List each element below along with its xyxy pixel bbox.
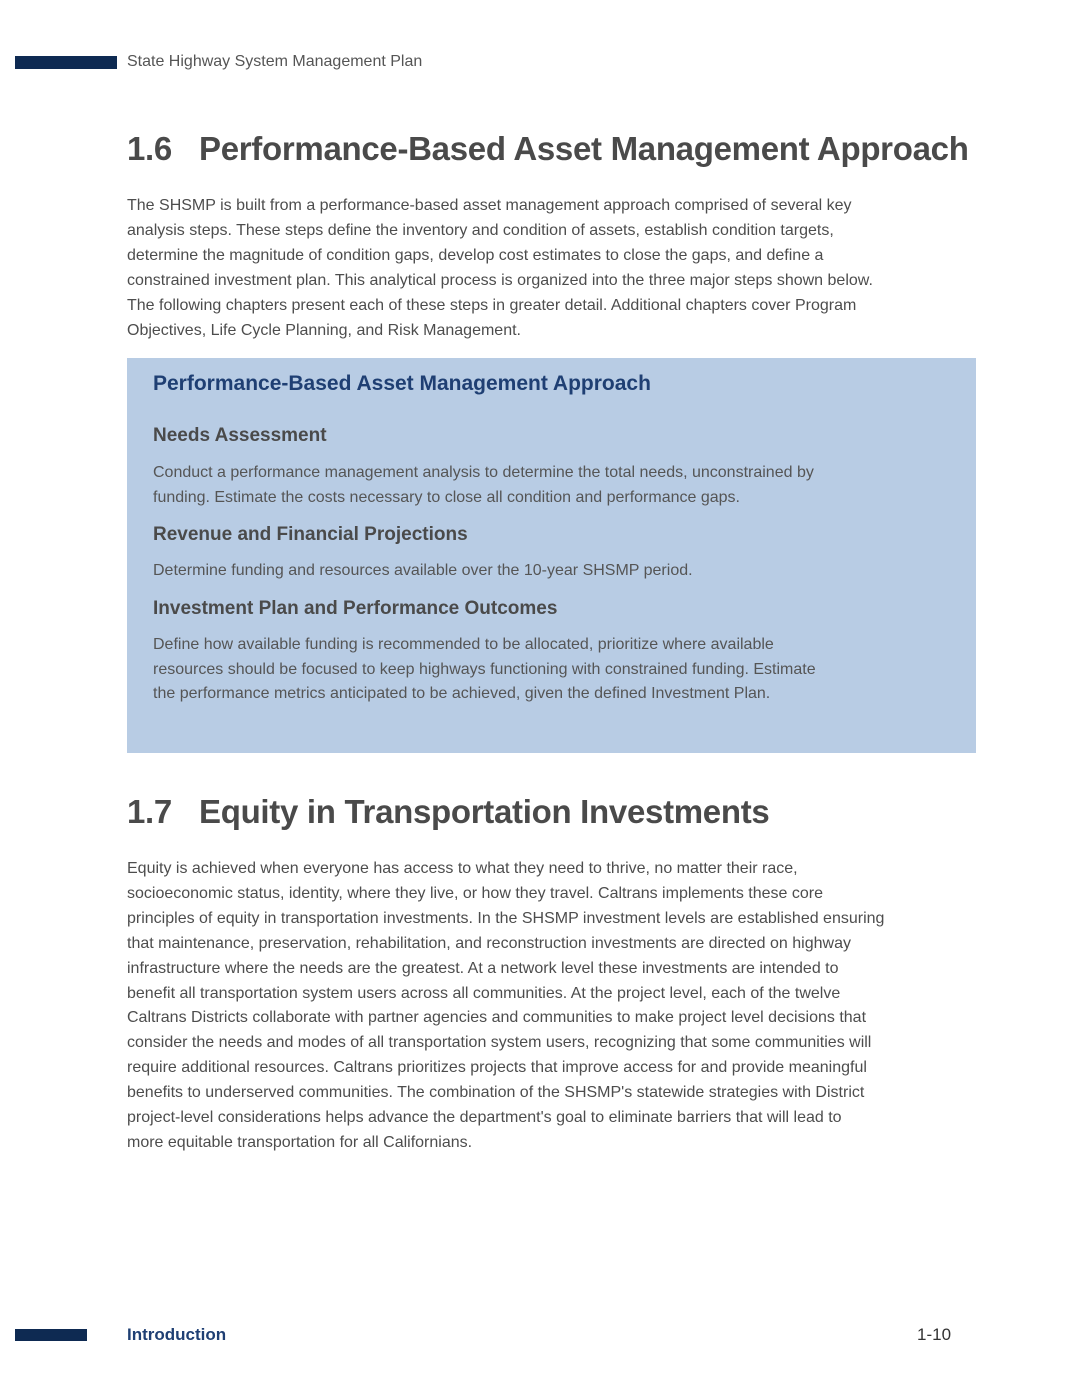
text-line: more equitable transportation for all Californians. bbox=[127, 1133, 473, 1151]
section-title: Equity in Transportation Investments bbox=[199, 793, 770, 830]
text-line: benefit all transportation system users across all communities. At the project level, each of the twelve bbox=[127, 984, 841, 1002]
text-line: require additional resources. Caltrans prioritizes projects that improve access for and provide meaningful bbox=[127, 1059, 867, 1077]
step-heading: Needs Assessment bbox=[153, 425, 327, 446]
callout-title: Performance-Based Asset Management Approach bbox=[153, 372, 651, 395]
section-1-7-paragraph bbox=[127, 857, 884, 1156]
text-line: determine the magnitude of condition gaps, develop cost estimates to close the gaps, and define a bbox=[127, 246, 824, 264]
text-line: Define how available funding is recommended to be allocated, prioritize where available bbox=[153, 636, 774, 653]
text-line: analysis steps. These steps define the inventory and condition of assets, establish condition targets, bbox=[127, 221, 834, 239]
text-line: Conduct a performance management analysis to determine the total needs, unconstrained by bbox=[153, 464, 814, 481]
footer-section-name: Introduction bbox=[127, 1325, 227, 1344]
text-line: benefits to underserved communities. The combination of the SHSMP's statewide strategies with District bbox=[127, 1084, 865, 1102]
text-line: infrastructure where the needs are the greatest. At a network level these investments are intended to bbox=[127, 959, 839, 977]
footer-accent-bar bbox=[15, 1329, 87, 1341]
section-1-6-paragraph bbox=[127, 194, 873, 343]
text-line: that maintenance, preservation, rehabilitation, and reconstruction investments are directed on highway bbox=[127, 934, 851, 952]
text-line: consider the needs and modes of all transportation system users, recognizing that some communities will bbox=[127, 1034, 872, 1052]
text-line: socioeconomic status, identity, where they live, or how they travel. Caltrans implements these core bbox=[127, 884, 824, 902]
text-line: principles of equity in transportation investments. In the SHSMP investment levels are established ensuring bbox=[127, 909, 885, 927]
page-number: 1-10 bbox=[917, 1325, 952, 1344]
text-line: Objectives, Life Cycle Planning, and Risk Management. bbox=[127, 321, 521, 339]
header-accent-bar bbox=[15, 56, 117, 69]
step-description bbox=[153, 633, 816, 707]
running-header: State Highway System Management Plan bbox=[127, 53, 423, 70]
section-number: 1.7 bbox=[127, 793, 172, 830]
section-heading-1-6 bbox=[127, 130, 969, 168]
step-description bbox=[153, 461, 814, 510]
text-line: Equity is achieved when everyone has access to what they need to thrive, no matter their race, bbox=[127, 860, 798, 877]
text-line: The SHSMP is built from a performance-based asset management approach comprised of several key bbox=[127, 197, 852, 214]
text-line: Caltrans Districts collaborate with partner agencies and communities to make project level decisions that bbox=[127, 1009, 867, 1027]
text-line: funding. Estimate the costs necessary to close all condition and performance gaps. bbox=[153, 488, 740, 506]
text-line: constrained investment plan. This analytical process is organized into the three major steps shown below. bbox=[127, 271, 873, 289]
section-heading-1-7 bbox=[127, 793, 769, 831]
text-line: Determine funding and resources available over the 10-year SHSMP period. bbox=[153, 562, 693, 579]
text-line: the performance metrics anticipated to be achieved, given the defined Investment Plan. bbox=[153, 685, 771, 702]
text-line: project-level considerations helps advance the department's goal to eliminate barriers that will lead to bbox=[127, 1109, 842, 1127]
section-number: 1.6 bbox=[127, 130, 172, 167]
step-heading: Revenue and Financial Projections bbox=[153, 524, 468, 545]
section-title: Performance-Based Asset Management Approach bbox=[199, 130, 969, 167]
step-heading: Investment Plan and Performance Outcomes bbox=[153, 598, 558, 619]
text-line: The following chapters present each of these steps in greater detail. Additional chapters cover Program bbox=[127, 296, 857, 314]
callout-box bbox=[127, 358, 976, 753]
text-line: resources should be focused to keep highways functioning with constrained funding. Estimate bbox=[153, 660, 816, 678]
step-description bbox=[153, 559, 693, 584]
